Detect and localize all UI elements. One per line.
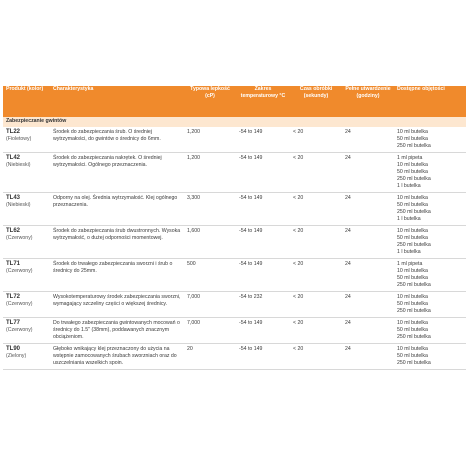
fixture-time-cell: < 20	[290, 259, 342, 292]
header-fixture-time: Czas obróbki (sekundy)	[290, 86, 342, 117]
header-temperature-range: Zakres temperaturowy °C	[236, 86, 290, 117]
characteristics-cell: Do trwałego zabezpieczania gwintowanych mocowań o średnicy do 1.5" (38mm), poddawanych znacznym obciążeniom.	[50, 318, 184, 344]
temperature-cell: -54 to 149	[236, 259, 290, 292]
temperature-cell: -54 to 149	[236, 127, 290, 153]
viscosity-cell: 1,600	[184, 226, 236, 259]
product-code: TL72	[6, 294, 21, 300]
characteristics-cell: Głęboko wnikający klej przeznaczony do użycia na wstępnie zamocowanych śrubach sworzniach oraz do uszczelniania wszelkich spoin.	[50, 344, 184, 370]
fixture-time-cell: < 20	[290, 344, 342, 370]
header-available-volumes: Dostępne objętości	[394, 86, 466, 117]
viscosity-cell: 7,000	[184, 318, 236, 344]
fixture-time-cell: < 20	[290, 226, 342, 259]
fixture-time-cell: < 20	[290, 153, 342, 193]
temperature-cell: -54 to 149	[236, 344, 290, 370]
table-row	[3, 127, 466, 153]
characteristics-cell: Środek do zabezpieczania śrub. O średniej wytrzymałości, do gwintów o średnicy do 6mm.	[50, 127, 184, 153]
volume-option: 50 ml butelka	[397, 327, 428, 333]
product-color: (Czerwony)	[6, 268, 33, 274]
temperature-cell: -54 to 149	[236, 193, 290, 226]
product-color: (Zielony)	[6, 353, 27, 359]
full-cure-cell: 24	[342, 344, 394, 370]
volume-option: 50 ml butelka	[397, 353, 428, 359]
volume-option: 10 ml butelka	[397, 195, 428, 201]
product-cell	[3, 127, 50, 153]
product-cell	[3, 226, 50, 259]
volumes-cell	[394, 153, 466, 193]
section-row	[3, 117, 466, 127]
header-full-cure: Pełne utwardzenie (godziny)	[342, 86, 394, 117]
volume-option: 50 ml butelka	[397, 235, 428, 241]
section-title: Zabezpieczanie gwintów	[3, 117, 466, 127]
full-cure-cell: 24	[342, 292, 394, 318]
volume-option: 50 ml butelka	[397, 202, 428, 208]
volume-option: 250 ml butelka	[397, 242, 431, 248]
volume-option: 250 ml butelka	[397, 334, 431, 340]
table-row	[3, 344, 466, 370]
characteristics-cell: Odporny na olej. Średnia wytrzymałość. Klej ogólnego przeznaczenia.	[50, 193, 184, 226]
volume-option: 10 ml butelka	[397, 162, 428, 168]
temperature-cell: -54 to 232	[236, 292, 290, 318]
volume-option: 10 ml butelka	[397, 294, 428, 300]
header-characteristics: Charakterystyka	[50, 86, 184, 117]
product-color: (Czerwony)	[6, 327, 33, 333]
product-color: (Fioletowy)	[6, 136, 32, 142]
product-color: (Niebieski)	[6, 162, 31, 168]
volume-option: 10 ml butelka	[397, 228, 428, 234]
volumes-cell	[394, 127, 466, 153]
threadlocker-spec-table	[3, 86, 466, 370]
header-product: Produkt (kolor)	[3, 86, 50, 117]
header-viscosity: Typowa lepkość (cP)	[184, 86, 236, 117]
product-code: TL62	[6, 228, 21, 234]
temperature-cell: -54 to 149	[236, 318, 290, 344]
viscosity-cell: 1,200	[184, 127, 236, 153]
fixture-time-cell: < 20	[290, 292, 342, 318]
viscosity-cell: 20	[184, 344, 236, 370]
table-row	[3, 292, 466, 318]
volume-option: 50 ml butelka	[397, 301, 428, 307]
product-code: TL77	[6, 320, 21, 326]
fixture-time-cell: < 20	[290, 127, 342, 153]
volume-option: 10 ml butelka	[397, 268, 428, 274]
volume-option: 1 l butelka	[397, 183, 421, 189]
full-cure-cell: 24	[342, 193, 394, 226]
volume-option: 250 ml butelka	[397, 143, 431, 149]
volumes-cell	[394, 292, 466, 318]
table-row	[3, 193, 466, 226]
characteristics-cell: Środek do trwałego zabezpieczania sworzni i śrub o średnicy do 25mm.	[50, 259, 184, 292]
full-cure-cell: 24	[342, 153, 394, 193]
characteristics-cell: Środek do zabezpieczania śrub dwustronnych. Wysoka wytrzymałość, o dużej odporności momentowej.	[50, 226, 184, 259]
product-cell	[3, 344, 50, 370]
characteristics-cell: Wysokotemperaturowy środek zabezpieczania sworzni, wymagający szczeliny części o większej średnicy.	[50, 292, 184, 318]
volume-option: 250 ml butelka	[397, 282, 431, 288]
volume-option: 1 ml pipeta	[397, 155, 423, 161]
fixture-time-cell: < 20	[290, 318, 342, 344]
volume-option: 250 ml butelka	[397, 176, 431, 182]
volume-option: 1 ml pipeta	[397, 261, 423, 267]
volume-option: 10 ml butelka	[397, 320, 428, 326]
characteristics-cell: Środek do zabezpieczania nakrętek. O średniej wytrzymałości. Ogólnego przeznaczenia.	[50, 153, 184, 193]
volume-option: 250 ml butelka	[397, 360, 431, 366]
full-cure-cell: 24	[342, 127, 394, 153]
product-code: TL22	[6, 129, 21, 135]
table-row	[3, 318, 466, 344]
viscosity-cell: 7,000	[184, 292, 236, 318]
table-row	[3, 226, 466, 259]
temperature-cell: -54 to 149	[236, 226, 290, 259]
table-header-row	[3, 86, 466, 117]
temperature-cell: -54 to 149	[236, 153, 290, 193]
table-row	[3, 153, 466, 193]
viscosity-cell: 1,200	[184, 153, 236, 193]
volume-option: 250 ml butelka	[397, 209, 431, 215]
product-code: TL90	[6, 346, 21, 352]
product-code: TL42	[6, 155, 21, 161]
volume-option: 250 ml butelka	[397, 308, 431, 314]
volume-option: 10 ml butelka	[397, 346, 428, 352]
viscosity-cell: 3,300	[184, 193, 236, 226]
product-color: (Czerwony)	[6, 301, 33, 307]
volume-option: 50 ml butelka	[397, 169, 428, 175]
full-cure-cell: 24	[342, 226, 394, 259]
full-cure-cell: 24	[342, 259, 394, 292]
table-row	[3, 259, 466, 292]
product-cell	[3, 259, 50, 292]
volume-option: 1 l butelka	[397, 216, 421, 222]
full-cure-cell: 24	[342, 318, 394, 344]
product-cell	[3, 318, 50, 344]
volumes-cell	[394, 318, 466, 344]
volume-option: 10 ml butelka	[397, 129, 428, 135]
product-code: TL43	[6, 195, 21, 201]
product-code: TL71	[6, 261, 21, 267]
viscosity-cell: 500	[184, 259, 236, 292]
product-cell	[3, 153, 50, 193]
product-cell	[3, 292, 50, 318]
volume-option: 50 ml butelka	[397, 275, 428, 281]
volumes-cell	[394, 226, 466, 259]
fixture-time-cell: < 20	[290, 193, 342, 226]
volume-option: 50 ml butelka	[397, 136, 428, 142]
volumes-cell	[394, 193, 466, 226]
product-color: (Niebieski)	[6, 202, 31, 208]
volume-option: 1 l butelka	[397, 249, 421, 255]
product-cell	[3, 193, 50, 226]
volumes-cell	[394, 259, 466, 292]
volumes-cell	[394, 344, 466, 370]
product-color: (Czerwony)	[6, 235, 33, 241]
